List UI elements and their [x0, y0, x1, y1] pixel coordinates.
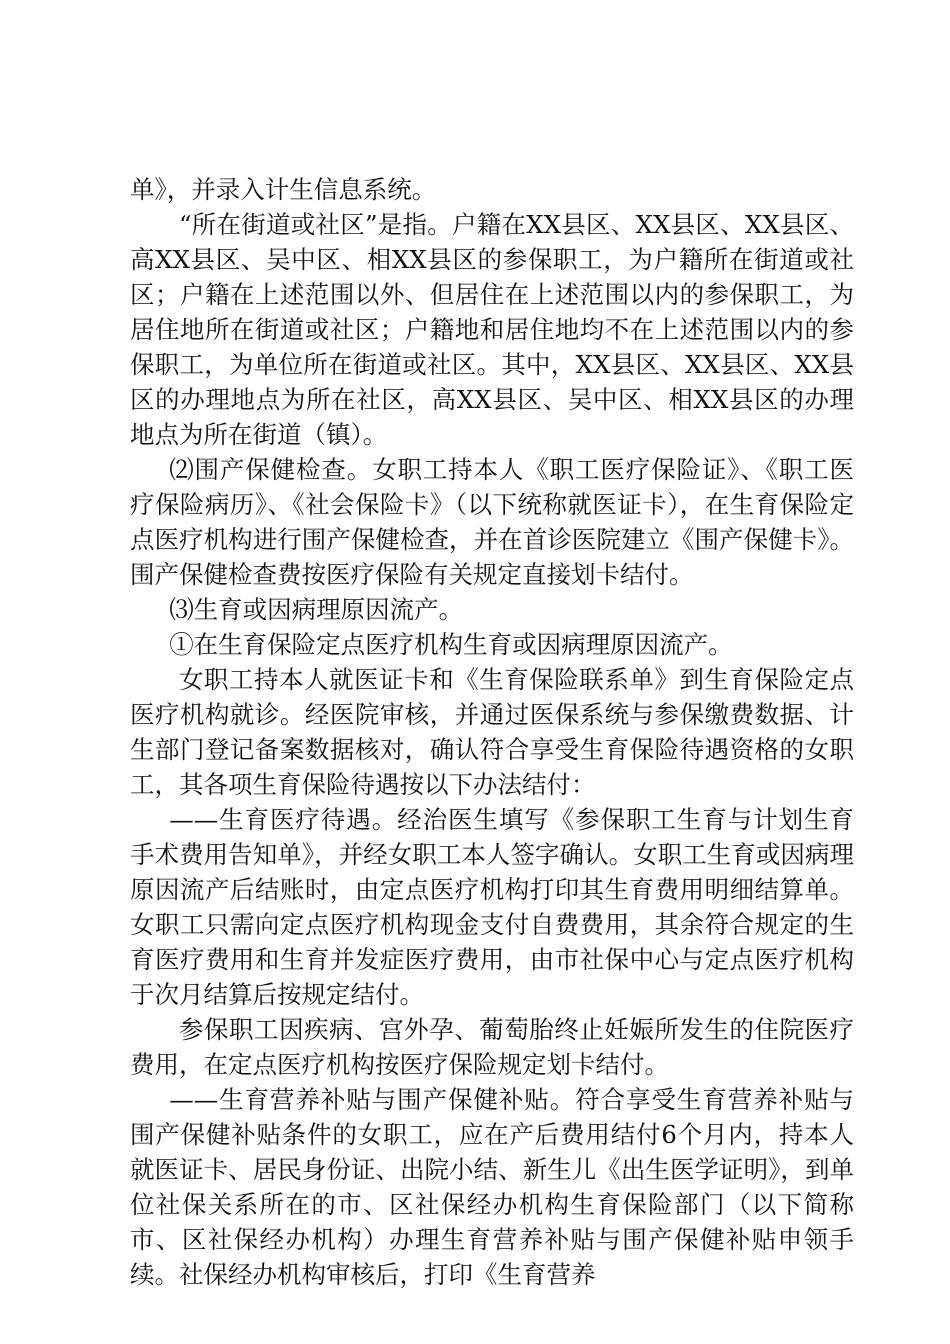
paragraph-procedure: 女职工持本人就医证卡和《生育保险联系单》到生育保险定点医疗机构就诊。经医院审核，并通过医保系统与参保缴费数据、计生部门登记备案数据核对，确认符合享受生育保险待遇资格的女职工，其各项生育保险待遇按以下办法结付： [130, 665, 854, 799]
paragraph-definition: “所在街道或社区”是指。户籍在XX县区、XX县区、XX县区、高XX县区、吴中区、相XX县区的参保职工，为户籍所在街道或社区；户籍在上述范围以外、但居住在上述范围以内的参保职工，为居住地所在街道或社区；户籍地和居住地均不在上述范围以内的参保职工，为单位所在街道或社区。其中，XX县区、XX县区、XX县区的办理地点为所在社区，高XX县区、吴中区、相XX县区的办理地点为所在街道（镇）。 [130, 210, 854, 449]
paragraph-childbirth-heading: ⑶生育或因病理原因流产。 [169, 595, 464, 624]
paragraph-medical-benefit: ——生育医疗待遇。经治医生填写《参保职工生育与计划生育手术费用告知单》，并经女职工本人签字确认。女职工生育或因病理原因流产后结账时，由定点医疗机构打印其生育费用明细结算单。女职工只需向定点医疗机构现金支付自费费用，其余符合规定的生育医疗费用和生育并发症医疗费用，由市社保中心与定点医疗机构于次月结算后按规定结付。 [130, 805, 854, 1009]
document-body [130, 172, 854, 1292]
paragraph-designated-institution: ①在生育保险定点医疗机构生育或因病理原因流产。 [169, 630, 733, 659]
paragraph-termination-costs: 参保职工因疾病、宫外孕、葡萄胎终止妊娠所发生的住院医疗费用，在定点医疗机构按医疗保险规定划卡结付。 [130, 1015, 854, 1079]
paragraph-continuation: 单》，并录入计生信息系统。 [130, 175, 437, 204]
paragraph-prenatal-check: ⑵围产保健检查。女职工持本人《职工医疗保险证》、《职工医疗保险病历》、《社会保险卡》（以下统称就医证卡），在生育保险定点医疗机构进行围产保健检查，并在首诊医院建立《围产保健卡》。围产保健检查费按医疗保险有关规定直接划卡结付。 [130, 455, 854, 589]
paragraph-nutrition-subsidy: ——生育营养补贴与围产保健补贴。符合享受生育营养补贴与围产保健补贴条件的女职工，应在产后费用结付6个月内，持本人就医证卡、居民身份证、出院小结、新生儿《出生医学证明》，到单位社保关系所在的市、区社保经办机构生育保险部门（以下简称市、区社保经办机构）办理生育营养补贴与围产保健补贴申领手续。社保经办机构审核后，打印《生育营养 [130, 1085, 854, 1289]
